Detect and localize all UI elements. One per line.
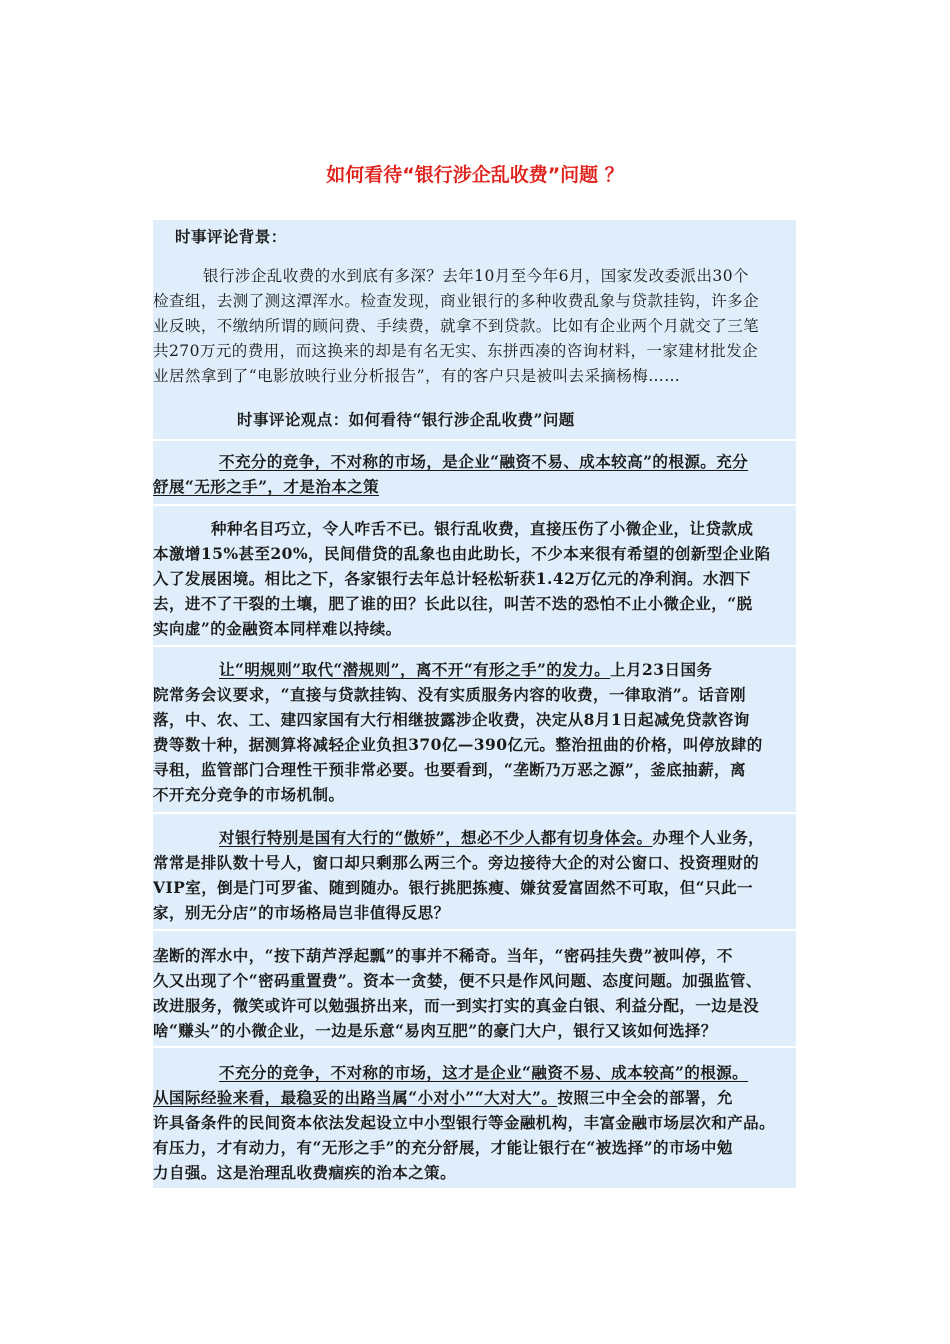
text-line: 费等数十种，据测算将减轻企业负担370亿—390亿元。整治扭曲的价格，叫停放肆的 <box>153 735 763 754</box>
text-line: 银行涉企乱收费的水到底有多深？去年10月至今年6月，国家发改委派出30个 <box>203 267 750 285</box>
text-line: 去，进不了干裂的土壤，肥了谁的田？长此以往，叫苦不迭的恐怕不止小微企业，“脱 <box>153 594 753 613</box>
text-line: 有压力，才有动力，有“无形之手”的充分舒展，才能让银行在“被选择”的市场中勉 <box>153 1138 733 1157</box>
text-span: 按照三中全会的部署，允 <box>557 1088 733 1107</box>
text-line: 常常是排队数十号人，窗口却只剩那么两三个。旁边接待大企的对公窗口、投资理财的 <box>153 853 760 872</box>
text-line: 本激增15%甚至20%，民间借贷的乱象也由此助长，不少本来很有希望的创新型企业陷 <box>153 544 771 563</box>
paragraph-6-lead: 不充分的竞争，不对称的市场，这才是企业“融资不易、成本较高”的根源。 <box>219 1063 749 1082</box>
paragraph-6-lead: 从国际经验来看，最稳妥的出路当属“小对小”“大对大”。 <box>153 1088 558 1107</box>
paragraph-3 <box>153 657 796 807</box>
text-line: 力自强。这是治理乱收费痼疾的治本之策。 <box>153 1163 457 1182</box>
paragraph-2 <box>153 516 796 641</box>
separator <box>153 929 796 931</box>
paragraph-6 <box>153 1060 796 1185</box>
text-line: 许具备条件的民间资本依法发起设立中小型银行等金融机构，丰富金融市场层次和产品。 <box>153 1113 776 1132</box>
separator <box>153 1046 796 1048</box>
separator <box>153 504 796 506</box>
text-line: 院常务会议要求，“直接与贷款挂钩、没有实质服务内容的收费，一律取消”。话音刚 <box>153 685 746 704</box>
section1-heading-line: 舒展“无形之手”，才是治本之策 <box>153 477 380 496</box>
viewpoint-heading-block <box>153 407 796 432</box>
separator <box>153 812 796 814</box>
text-line: 业居然拿到了“电影放映行业分析报告”，有的客户只是被叫去采摘杨梅…… <box>153 367 681 385</box>
document-title: 如何看待“银行涉企乱收费”问题 ？ <box>326 164 624 186</box>
text-line: 入了发展困境。相比之下，各家银行去年总计轻松斩获1.42万亿元的净利润。水泗下 <box>153 569 751 588</box>
section1-heading-line: 不充分的竞争，不对称的市场，是企业“融资不易、成本较高”的根源。充分 <box>219 452 749 471</box>
viewpoint-heading: 时事评论观点：如何看待“银行涉企乱收费”问题 <box>237 410 575 429</box>
text-line: 垄断的浑水中，“按下葫芦浮起瓢”的事并不稀奇。当年，“密码挂失费”被叫停，不 <box>153 946 733 965</box>
text-line: 落，中、农、工、建四家国有大行相继披露涉企收费，决定从8月1日起减免贷款咨询 <box>153 710 750 729</box>
text-span: 办理个人业务， <box>652 828 765 847</box>
text-line: 种种名目巧立，令人咋舌不已。银行乱收费，直接压伤了小微企业，让贷款成 <box>211 519 754 538</box>
section1-heading <box>153 449 796 499</box>
text-line: 久又出现了个“密码重置费”。资本一贪婪，便不只是作风问题、态度问题。加强监管、 <box>153 971 762 990</box>
paragraph-3-lead: 让“明规则”取代“潜规则”，离不开“有形之手”的发力。 <box>219 660 611 679</box>
text-line: 检查组，去测了测这潭浑水。检查发现，商业银行的多种收费乱象与贷款挂钩，许多企 <box>153 292 760 310</box>
background-label-block <box>153 224 796 249</box>
text-line: 家，别无分店”的市场格局岂非值得反思？ <box>153 903 450 922</box>
text-line: 不开充分竞争的市场机制。 <box>153 785 345 804</box>
text-line: 啥“赚头”的小微企业，一边是乐意“易肉互肥”的豪门大户，银行又该如何选择？ <box>153 1021 717 1040</box>
text-line: 寻租，监管部门合理性干预非常必要。也要看到，“垄断乃万恶之源”，釜底抽薪，离 <box>153 760 746 779</box>
text-line: 业反映，不缴纳所谓的顾问费、手续费，就拿不到贷款。比如有企业两个月就交了三笔 <box>153 317 760 335</box>
paragraph-4-lead: 对银行特别是国有大行的“傲娇”，想必不少人都有切身体会。 <box>219 828 653 847</box>
text-span: 上月23日国务 <box>610 660 713 679</box>
paragraph-5 <box>153 943 796 1043</box>
paragraph-4 <box>153 825 796 925</box>
background-label: 时事评论背景： <box>175 227 287 246</box>
separator <box>153 439 796 441</box>
separator <box>153 645 796 647</box>
text-line: VIP室，倒是门可罗雀、随到随办。银行挑肥拣瘦、嫌贫爱富固然不可取，但“只此一 <box>153 878 753 897</box>
text-line: 改进服务，微笑或许可以勉强挤出来，而一到实打实的真金白银、利益分配，一边是没 <box>153 996 760 1015</box>
background-paragraph <box>153 264 796 389</box>
commentary-panel <box>153 220 796 1188</box>
text-line: 共270万元的费用，而这换来的却是有名无实、东拼西凑的咨询材料，一家建材批发企 <box>153 342 759 360</box>
text-line: 实向虚”的金融资本同样难以持续。 <box>153 619 402 638</box>
